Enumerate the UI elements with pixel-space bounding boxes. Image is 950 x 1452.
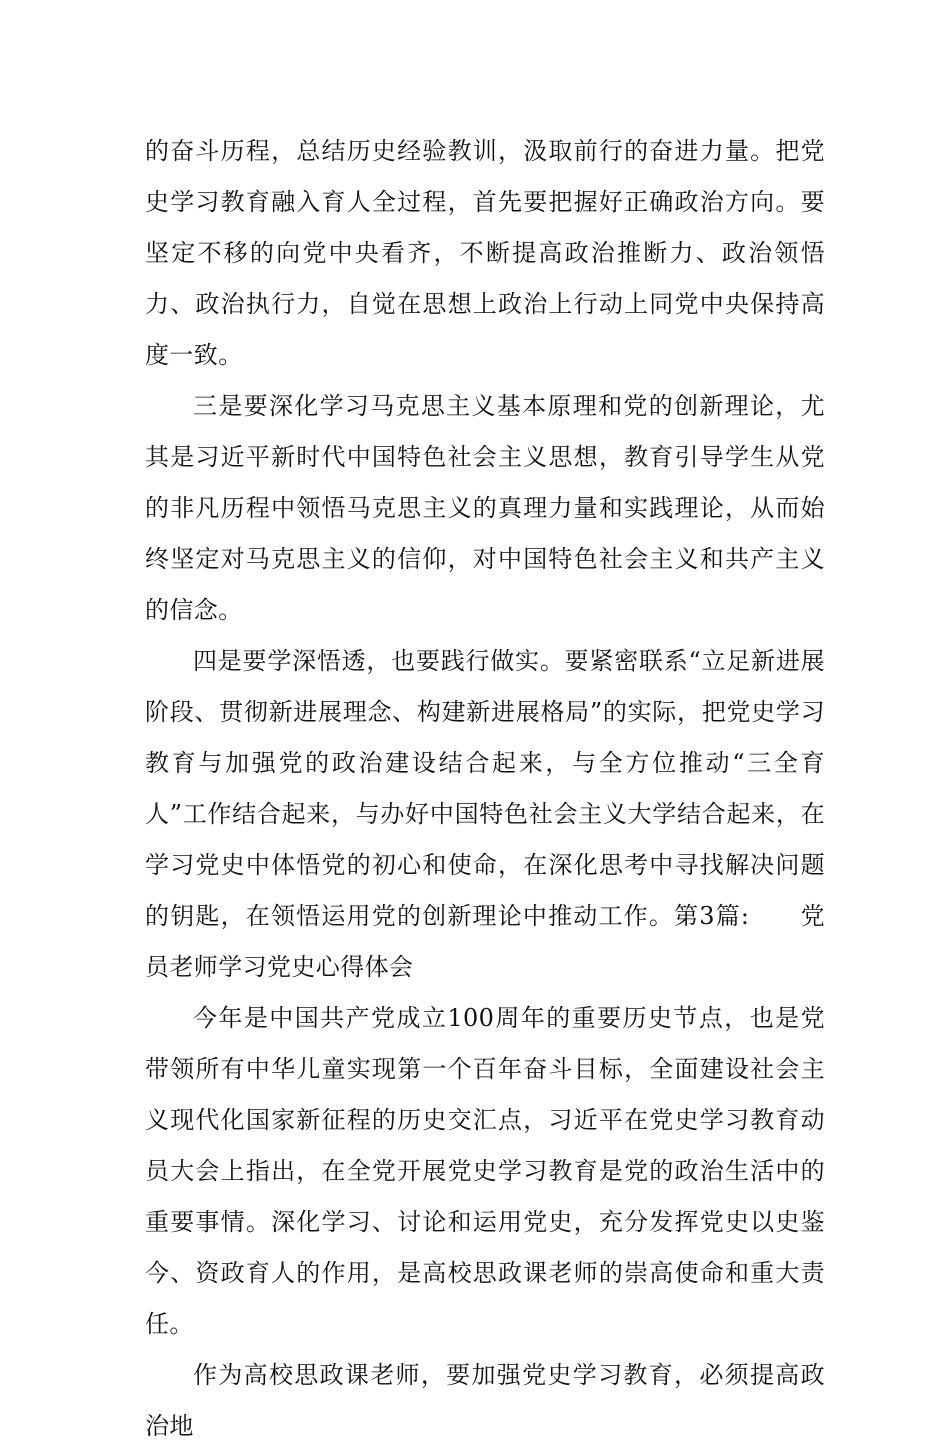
paragraph-1: 的奋斗历程，总结历史经验教训，汲取前行的奋进力量。把党史学习教育融入育人全过程，首先要把握好正确政治方向。要坚定不移的向党中央看齐，不断提高政治推断力、政治领悟力、政治执行力，自觉在思想上政治上行动上同党中央保持高度一致。	[145, 137, 825, 369]
paragraph-5: 作为高校思政课老师，要加强党史学习教育，必须提高政治地	[145, 1361, 825, 1440]
paragraph-4: 今年是中国共产党成立100周年的重要历史节点，也是党带领所有中华儿童实现第一个百年奋斗目标，全面建设社会主义现代化国家新征程的历史交汇点，习近平在党史学习教育动员大会上指出，在全党开展党史学习教育是党的政治生活中的重要事情。深化学习、讨论和运用党史，充分发挥党史以史鉴今、资政育人的作用，是高校思政课老师的崇高使命和重大责任。	[145, 1004, 825, 1338]
paragraph-3: 四是要学深悟透，也要践行做实。要紧密联系“立足新进展阶段、贯彻新进展理念、构建新进展格局”的实际，把党史学习教育与加强党的政治建设结合起来，与全方位推动“三全育人”工作结合起来，与办好中国特色社会主义大学结合起来，在学习党史中体悟党的初心和使命，在深化思考中寻找解决问题的钥匙，在领悟运用党的创新理论中推动工作。第3篇: 党员老师学习党史心得体会	[145, 647, 825, 981]
paragraph-2: 三是要深化学习马克思主义基本原理和党的创新理论，尤其是习近平新时代中国特色社会主义思想，教育引导学生从党的非凡历程中领悟马克思主义的真理力量和实践理论，从而始终坚定对马克思主义的信仰，对中国特色社会主义和共产主义的信念。	[145, 392, 825, 624]
document-body	[145, 126, 825, 1452]
